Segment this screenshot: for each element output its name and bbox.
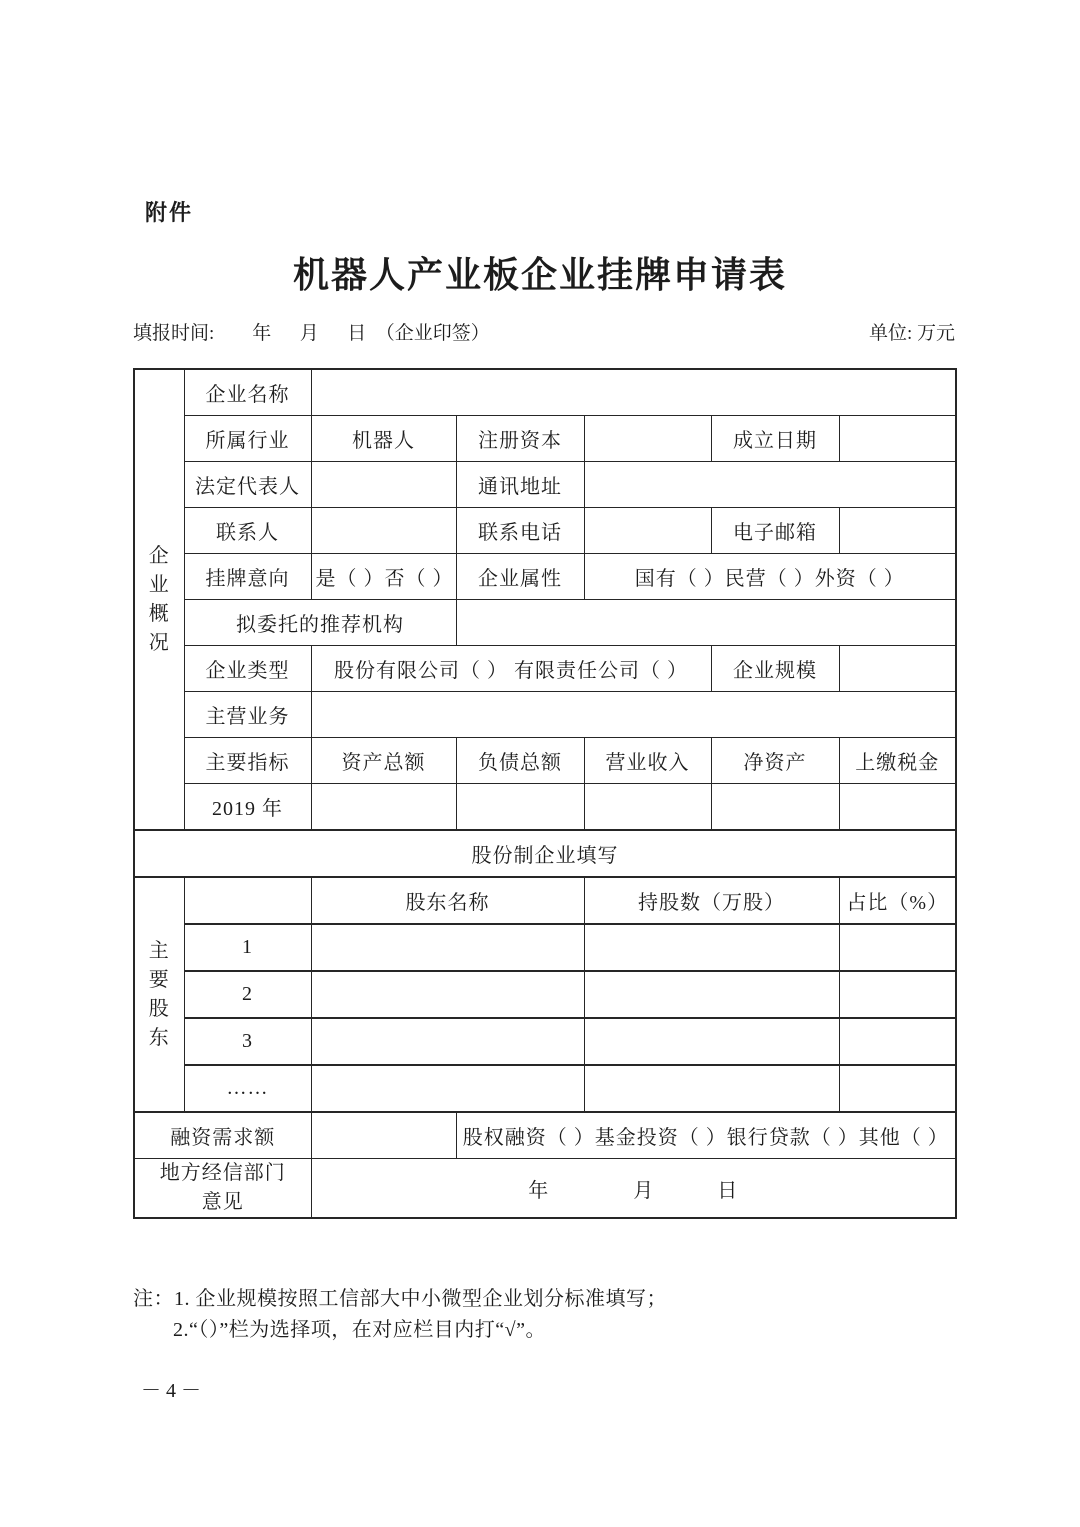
- indicator-liabilities-label: 负债总额: [456, 738, 584, 784]
- year-2019-label: 2019 年: [184, 784, 311, 831]
- attribute-options: 国有（ ）民营（ ）外资（ ）: [584, 554, 956, 600]
- row-financing: [134, 1112, 956, 1159]
- industry-label: 所属行业: [184, 416, 311, 462]
- main-business-value-cell: [311, 692, 956, 738]
- financing-amount-cell: [311, 1112, 456, 1159]
- row-contact: [134, 508, 956, 554]
- row-local-dept-opinion: [134, 1159, 956, 1219]
- founding-date-label: 成立日期: [711, 416, 839, 462]
- row-2019-values: [134, 784, 956, 831]
- shareholding-section-title: 股份制企业填写: [134, 830, 956, 877]
- main-business-label: 主营业务: [184, 692, 311, 738]
- contact-label: 联系人: [184, 508, 311, 554]
- recommender-value-cell: [456, 600, 956, 646]
- overview-group-line1: 企业: [148, 544, 170, 596]
- shareholder-index: ……: [184, 1065, 311, 1112]
- row-main-business: [134, 692, 956, 738]
- shareholder-row-more: [134, 1065, 956, 1112]
- row-recommender: [134, 600, 956, 646]
- address-label: 通讯地址: [456, 462, 584, 508]
- row-company-name: [134, 369, 956, 416]
- shareholder-index-header-cell: [184, 877, 311, 924]
- enterprise-scale-label: 企业规模: [711, 646, 839, 692]
- company-name-label: 企业名称: [184, 369, 311, 416]
- financing-label: 融资需求额: [134, 1112, 311, 1159]
- shareholder-name-cell: [311, 1018, 584, 1065]
- overview-group-line2: 概况: [148, 602, 170, 654]
- footnote-2: 2.“（）”栏为选择项，在对应栏目内打“√”。: [173, 1319, 546, 1341]
- liabilities-2019-value-cell: [456, 784, 584, 831]
- enterprise-type-label: 企业类型: [184, 646, 311, 692]
- contact-value-cell: [311, 508, 456, 554]
- shareholders-group-cell: [134, 877, 184, 1112]
- email-label: 电子邮箱: [711, 508, 839, 554]
- shareholder-shares-cell: [584, 924, 839, 971]
- unit-label: 单位: 万元: [868, 323, 955, 344]
- shareholder-name-cell: [311, 924, 584, 971]
- shareholders-group-line1: 主要: [148, 939, 170, 991]
- row-enterprise-type: [134, 646, 956, 692]
- indicator-revenue-label: 营业收入: [584, 738, 711, 784]
- email-value-cell: [839, 508, 956, 554]
- local-dept-line2: 意见: [201, 1191, 244, 1213]
- page-number: － 4 －: [141, 1380, 201, 1402]
- footnotes: [133, 1284, 667, 1346]
- shareholder-name-cell: [311, 1065, 584, 1112]
- local-dept-line1: 地方经信部门: [159, 1162, 286, 1184]
- shareholder-pct-cell: [839, 924, 956, 971]
- attribute-label: 企业属性: [456, 554, 584, 600]
- indicator-assets-label: 资产总额: [311, 738, 456, 784]
- row-legal-rep: [134, 462, 956, 508]
- industry-value: 机器人: [311, 416, 456, 462]
- overview-group-cell: [134, 369, 184, 830]
- shareholder-shares-cell: [584, 971, 839, 1018]
- registered-capital-value-cell: [584, 416, 711, 462]
- row-industry: [134, 416, 956, 462]
- meta-row: [133, 318, 955, 345]
- taxes-2019-value-cell: [839, 784, 956, 831]
- footnote-1: 注：1. 企业规模按照工信部大中小微型企业划分标准填写；: [133, 1288, 667, 1310]
- shareholder-name-label: 股东名称: [311, 877, 584, 924]
- shareholder-shares-cell: [584, 1018, 839, 1065]
- row-shareholder-header: [134, 877, 956, 924]
- enterprise-type-options: 股份有限公司（ ） 有限责任公司（ ）: [311, 646, 711, 692]
- shareholder-shares-cell: [584, 1065, 839, 1112]
- shareholder-shares-label: 持股数（万股）: [584, 877, 839, 924]
- attachment-label: 附件: [145, 200, 194, 225]
- revenue-2019-value-cell: [584, 784, 711, 831]
- shareholder-row-1: [134, 924, 956, 971]
- fill-time-line: 填报时间: 年 月 日 （企业印签）: [133, 323, 490, 344]
- shareholder-row-2: [134, 971, 956, 1018]
- listing-intent-options: 是（ ）否（ ）: [311, 554, 456, 600]
- application-table: [133, 368, 957, 1219]
- shareholder-row-3: [134, 1018, 956, 1065]
- legal-rep-label: 法定代表人: [184, 462, 311, 508]
- indicators-label: 主要指标: [184, 738, 311, 784]
- address-value-cell: [584, 462, 956, 508]
- assets-2019-value-cell: [311, 784, 456, 831]
- registered-capital-label: 注册资本: [456, 416, 584, 462]
- phone-label: 联系电话: [456, 508, 584, 554]
- financing-options: 股权融资（ ）基金投资（ ）银行贷款（ ）其他（ ）: [456, 1112, 956, 1159]
- shareholder-pct-label: 占比（%）: [839, 877, 956, 924]
- founding-date-value-cell: [839, 416, 956, 462]
- shareholder-name-cell: [311, 971, 584, 1018]
- enterprise-scale-value-cell: [839, 646, 956, 692]
- net-assets-2019-value-cell: [711, 784, 839, 831]
- shareholder-pct-cell: [839, 1065, 956, 1112]
- row-listing-intent: [134, 554, 956, 600]
- opinion-date-cell: 年 月 日: [311, 1159, 956, 1219]
- listing-intent-label: 挂牌意向: [184, 554, 311, 600]
- phone-value-cell: [584, 508, 711, 554]
- row-indicators-header: [134, 738, 956, 784]
- shareholders-group-line2: 股东: [148, 997, 170, 1049]
- company-name-value-cell: [311, 369, 956, 416]
- shareholder-pct-cell: [839, 1018, 956, 1065]
- shareholder-index: 1: [184, 924, 311, 971]
- recommender-label: 拟委托的推荐机构: [184, 600, 456, 646]
- page-title: 机器人产业板企业挂牌申请表: [292, 255, 787, 295]
- legal-rep-value-cell: [311, 462, 456, 508]
- shareholder-pct-cell: [839, 971, 956, 1018]
- shareholder-index: 2: [184, 971, 311, 1018]
- local-dept-label-cell: [134, 1159, 311, 1219]
- row-shareholding-section: [134, 830, 956, 877]
- shareholder-index: 3: [184, 1018, 311, 1065]
- indicator-net-assets-label: 净资产: [711, 738, 839, 784]
- indicator-taxes-label: 上缴税金: [839, 738, 956, 784]
